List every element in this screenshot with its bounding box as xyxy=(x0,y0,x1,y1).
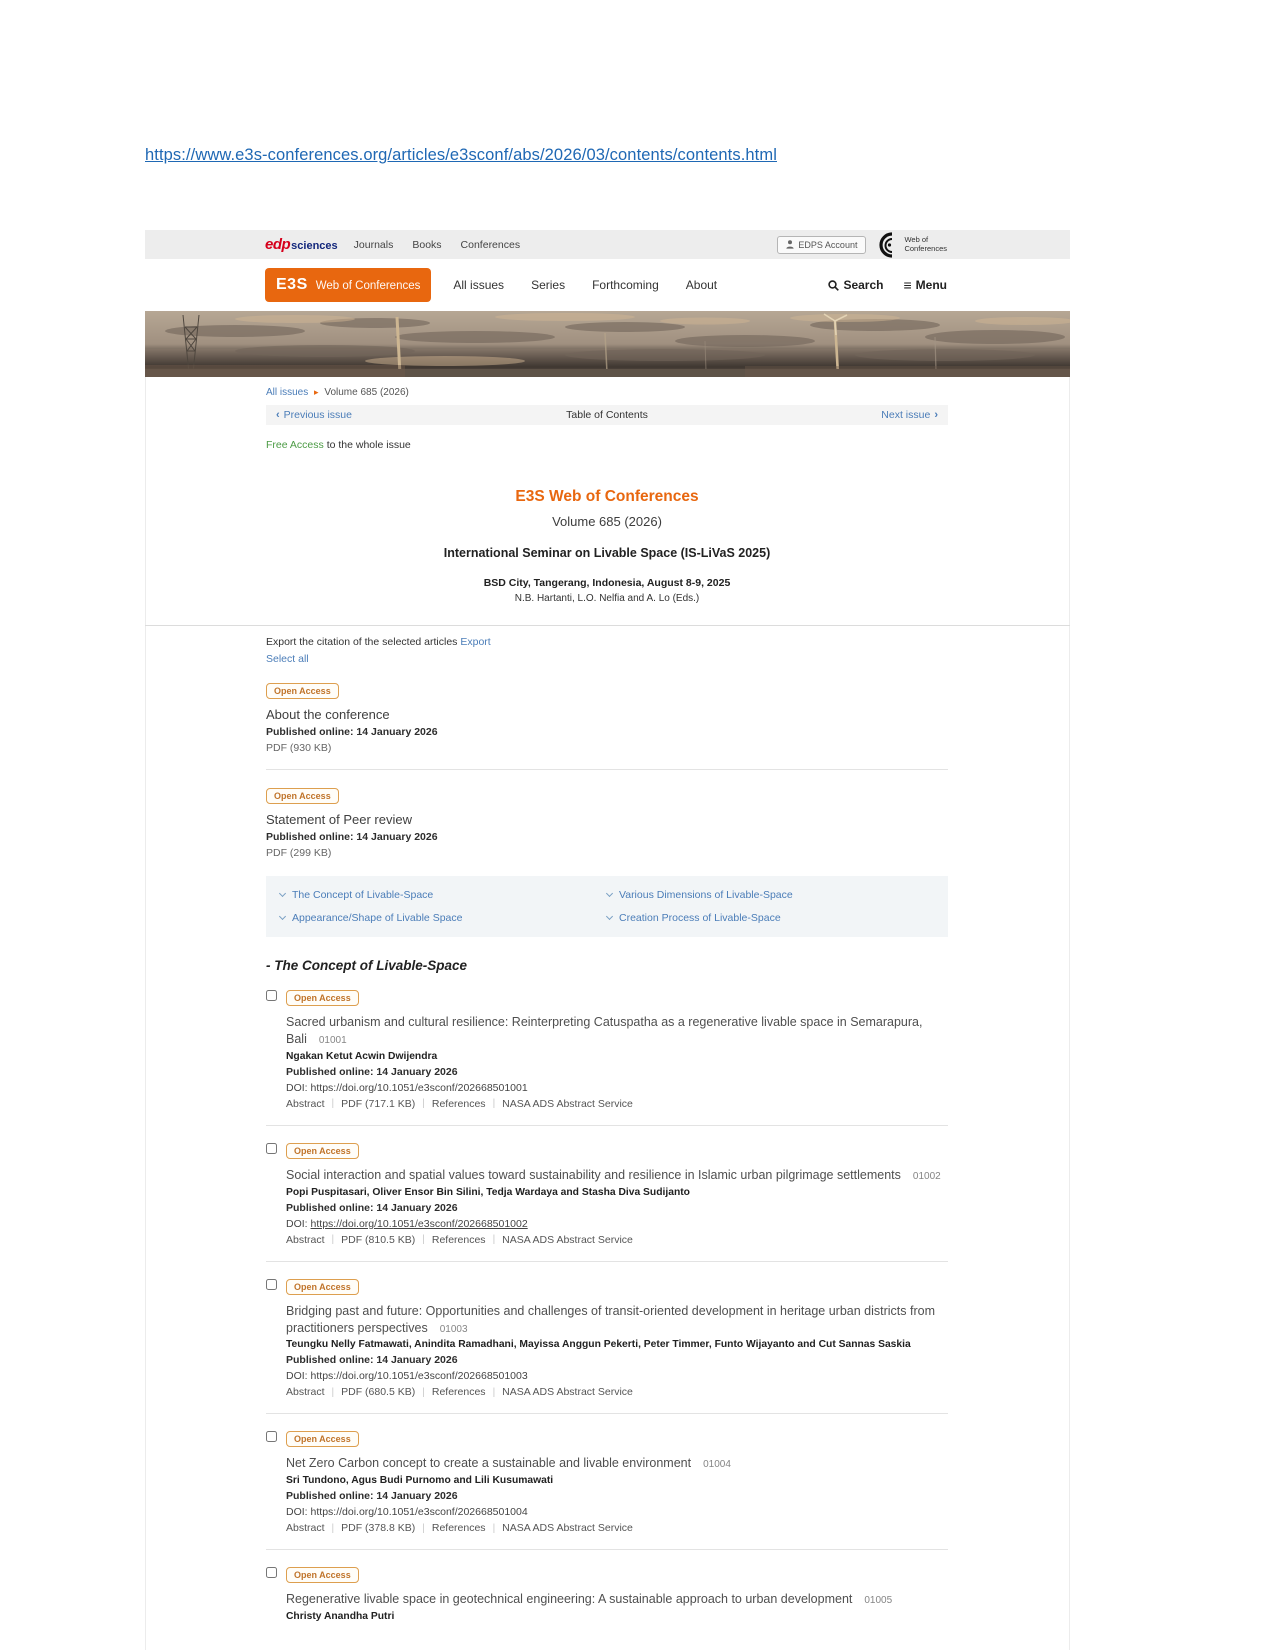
toc-navigation-bar xyxy=(266,405,948,425)
edp-logo-text: edp xyxy=(265,236,291,253)
article-number: 01001 xyxy=(318,1034,347,1046)
article-link-nasa-ads-abstract-service[interactable]: NASA ADS Abstract Service xyxy=(502,1522,633,1535)
menu-button[interactable] xyxy=(903,278,947,292)
article-checkbox[interactable] xyxy=(266,1143,277,1154)
front-matter-list xyxy=(266,681,948,859)
link-separator: | xyxy=(422,1522,425,1534)
article-link-abstract[interactable]: Abstract xyxy=(286,1522,325,1535)
article-link-pdf-kb-[interactable]: PDF (680.5 KB) xyxy=(341,1386,416,1399)
person-icon xyxy=(786,240,794,249)
doi-line: DOI: https://doi.org/10.1051/e3sconf/202668501002 xyxy=(286,1217,528,1230)
article-title[interactable]: Regenerative livable space in geotechnical engineering: A sustainable approach to urban development 01005 xyxy=(286,1592,893,1607)
article-divider xyxy=(266,1125,948,1126)
article-link-nasa-ads-abstract-service[interactable]: NASA ADS Abstract Service xyxy=(502,1233,633,1246)
edp-sciences-logo[interactable] xyxy=(265,236,338,253)
wind-turbines-photo xyxy=(145,311,1070,377)
doi-link[interactable]: https://doi.org/10.1051/e3sconf/202668501001 xyxy=(310,1081,528,1094)
article-checkbox[interactable] xyxy=(266,1567,277,1578)
front-matter-title[interactable]: Statement of Peer review xyxy=(266,812,412,827)
e3s-brand-text: E3S xyxy=(276,276,308,293)
item-divider xyxy=(266,769,948,770)
front-matter-title[interactable]: About the conference xyxy=(266,707,390,722)
top-menu-conferences[interactable]: Conferences xyxy=(460,238,521,251)
open-access-badge: Open Access xyxy=(286,1431,359,1447)
article-link-references[interactable]: References xyxy=(431,1097,486,1110)
issue-header xyxy=(266,488,948,604)
sciences-logo-text: sciences xyxy=(291,240,338,252)
article-row xyxy=(266,1565,948,1622)
front-matter-item xyxy=(266,786,948,859)
article-title[interactable]: Bridging past and future: Opportunities and challenges of transit-oriented development in heritage urban districts from practitioners perspectives 01003 xyxy=(286,1303,935,1335)
hero-banner-image xyxy=(145,311,1070,377)
export-link[interactable]: Export xyxy=(460,636,491,648)
web-of-conferences-logo[interactable] xyxy=(876,232,947,258)
toc-title: Table of Contents xyxy=(566,409,648,421)
article-divider xyxy=(266,1549,948,1550)
doi-line: DOI: https://doi.org/10.1051/e3sconf/202668501003 xyxy=(286,1370,528,1383)
chevron-right-icon: › xyxy=(934,409,938,421)
pdf-link[interactable]: PDF (930 KB) xyxy=(266,742,332,754)
published-online: Published online: 14 January 2026 xyxy=(286,1354,458,1367)
article-link-abstract[interactable]: Abstract xyxy=(286,1233,325,1246)
article-checkbox[interactable] xyxy=(266,1431,277,1442)
next-issue-link[interactable]: Next issue › xyxy=(881,409,938,421)
search-button[interactable] xyxy=(828,278,883,292)
article-authors: Popi Puspitasari, Oliver Ensor Bin Silini, Tedja Wardaya and Stasha Diva Sudijanto xyxy=(286,1186,690,1198)
article-divider xyxy=(266,1261,948,1262)
search-icon xyxy=(828,280,839,291)
article-number: 01004 xyxy=(703,1459,731,1471)
open-access-badge: Open Access xyxy=(286,990,359,1006)
pdf-link[interactable]: PDF (299 KB) xyxy=(266,847,332,859)
page-body xyxy=(145,377,1070,1650)
account-button-label: EDPS Account xyxy=(798,239,858,250)
link-separator: | xyxy=(422,1234,425,1246)
breadcrumb-all-issues[interactable]: All issues xyxy=(266,387,309,398)
link-separator: | xyxy=(422,1386,425,1398)
search-label: Search xyxy=(843,278,884,292)
doi-line: DOI: https://doi.org/10.1051/e3sconf/202668501004 xyxy=(286,1506,528,1519)
nav-item-forthcoming[interactable]: Forthcoming xyxy=(592,278,659,292)
article-link-nasa-ads-abstract-service[interactable]: NASA ADS Abstract Service xyxy=(502,1386,633,1399)
front-matter-item xyxy=(266,681,948,754)
article-link-nasa-ads-abstract-service[interactable]: NASA ADS Abstract Service xyxy=(502,1097,633,1110)
export-citation-row: Export the citation of the selected articles Export xyxy=(266,636,491,648)
article-link-references[interactable]: References xyxy=(431,1386,486,1399)
article-link-references[interactable]: References xyxy=(431,1522,486,1535)
nav-item-series[interactable]: Series xyxy=(531,278,566,292)
article-links-row xyxy=(286,1522,948,1534)
article-authors: Teungku Nelly Fatmawati, Anindita Ramadhani, Mayissa Anggun Pekerti, Peter Timmer, Funto Wijayanto and Cut Sannas Saskia xyxy=(286,1339,911,1351)
link-separator: | xyxy=(331,1522,335,1534)
open-access-badge: Open Access xyxy=(286,1567,359,1583)
link-separator: | xyxy=(422,1098,425,1110)
link-separator: | xyxy=(492,1386,496,1398)
chevron-down-icon xyxy=(606,913,613,920)
doi-link[interactable]: https://doi.org/10.1051/e3sconf/202668501002 xyxy=(310,1217,528,1230)
article-links-row xyxy=(286,1234,948,1246)
chevron-down-icon xyxy=(279,890,286,897)
article-checkbox[interactable] xyxy=(266,990,277,1001)
article-link-pdf-kb-[interactable]: PDF (717.1 KB) xyxy=(341,1097,416,1110)
article-row xyxy=(266,1277,948,1399)
published-online: Published online: 14 January 2026 xyxy=(266,831,438,843)
section-link-various-dimensions-of-livable-space[interactable]: Various Dimensions of Livable-Space xyxy=(607,889,934,901)
chevron-down-icon xyxy=(279,913,286,920)
link-separator: | xyxy=(331,1386,335,1398)
top-menu-journals[interactable]: Journals xyxy=(353,238,394,251)
article-title[interactable]: Sacred urbanism and cultural resilience: Reinterpreting Catuspatha as a regenerative livable space in Semarapura, Bali 01001 xyxy=(286,1015,923,1046)
article-row xyxy=(266,1141,948,1246)
link-separator: | xyxy=(331,1234,335,1246)
article-divider xyxy=(266,1413,948,1414)
main-navbar xyxy=(145,259,1070,311)
top-menu-books[interactable]: Books xyxy=(412,238,442,251)
e3s-brand-logo[interactable] xyxy=(265,268,431,302)
site-screenshot xyxy=(145,230,1070,1650)
free-access-line: Free Access to the whole issue xyxy=(266,439,411,451)
section-heading: - The Concept of Livable-Space xyxy=(266,958,468,973)
article-title[interactable]: Social interaction and spatial values toward sustainability and resilience in Islamic urban pilgrimage settlements 01002 xyxy=(286,1167,941,1182)
article-title[interactable]: Net Zero Carbon concept to create a sustainable and livable environment 01004 xyxy=(286,1456,731,1471)
nav-item-about[interactable]: About xyxy=(685,278,718,292)
article-link-pdf-kb-[interactable]: PDF (810.5 KB) xyxy=(341,1233,416,1246)
web-of-conferences-label: Web of Conferences xyxy=(904,234,947,253)
article-link-abstract[interactable]: Abstract xyxy=(286,1386,325,1399)
open-access-badge: Open Access xyxy=(266,788,339,804)
published-online: Published online: 14 January 2026 xyxy=(286,1490,458,1503)
article-row xyxy=(266,1429,948,1534)
chevron-left-icon: ‹ xyxy=(276,409,280,421)
section-link-creation-process-of-livable-space[interactable]: Creation Process of Livable-Space xyxy=(607,912,934,924)
section-divider xyxy=(145,625,1070,626)
article-row xyxy=(266,988,948,1110)
article-link-abstract[interactable]: Abstract xyxy=(286,1097,325,1110)
section-link-the-concept-of-livable-space[interactable]: The Concept of Livable-Space xyxy=(280,889,607,901)
hamburger-icon: ≡ xyxy=(903,277,912,293)
open-access-badge: Open Access xyxy=(286,1143,359,1159)
breadcrumb-arrow-icon: ▸ xyxy=(314,387,319,397)
previous-issue-link[interactable]: ‹ Previous issue xyxy=(276,409,352,421)
select-all-link[interactable]: Select all xyxy=(266,653,309,665)
top-menu xyxy=(354,239,520,251)
nav-item-all-issues[interactable]: All issues xyxy=(453,278,505,292)
published-online: Published online: 14 January 2026 xyxy=(286,1065,458,1078)
open-access-badge: Open Access xyxy=(266,683,339,699)
breadcrumb-current: Volume 685 (2026) xyxy=(324,387,409,398)
article-links-row xyxy=(286,1386,948,1398)
article-number: 01003 xyxy=(439,1323,468,1335)
link-separator: | xyxy=(492,1234,496,1246)
article-checkbox[interactable] xyxy=(266,1279,277,1290)
article-number: 01002 xyxy=(912,1170,941,1182)
e3s-brand-title: Web of Conferences xyxy=(315,280,421,292)
link-separator: | xyxy=(331,1098,335,1110)
breadcrumb xyxy=(266,377,948,398)
volume-label: Volume 685 (2026) xyxy=(552,514,662,529)
conference-location: BSD City, Tangerang, Indonesia, August 8-9, 2025 xyxy=(483,577,731,589)
conference-title: International Seminar on Livable Space (IS-LiVaS 2025) xyxy=(443,546,771,560)
web-of-conferences-icon xyxy=(876,232,902,258)
published-online: Published online: 14 January 2026 xyxy=(266,726,438,738)
open-access-badge: Open Access xyxy=(286,1279,359,1295)
article-number: 01005 xyxy=(864,1595,893,1607)
article-links-row xyxy=(286,1098,948,1110)
article-link-pdf-kb-[interactable]: PDF (378.8 KB) xyxy=(341,1522,416,1535)
article-authors: Christy Anandha Putri xyxy=(286,1611,395,1623)
link-separator: | xyxy=(492,1098,496,1110)
page-url-link[interactable]: https://www.e3s-conferences.org/articles/e3sconf/abs/2026/03/contents/contents.html xyxy=(145,146,777,164)
chevron-down-icon xyxy=(606,890,613,897)
main-nav xyxy=(453,278,717,292)
edps-account-button[interactable] xyxy=(777,236,866,254)
article-list xyxy=(266,988,948,1622)
section-links-box xyxy=(266,876,948,937)
section-link-appearance-shape-of-livable-space[interactable]: Appearance/Shape of Livable Space xyxy=(280,912,607,924)
journal-title: E3S Web of Conferences xyxy=(515,488,699,505)
doi-line: DOI: https://doi.org/10.1051/e3sconf/202668501001 xyxy=(286,1081,528,1094)
link-separator: | xyxy=(492,1522,496,1534)
article-authors: Sri Tundono, Agus Budi Purnomo and Lili Kusumawati xyxy=(286,1475,554,1487)
doi-link[interactable]: https://doi.org/10.1051/e3sconf/202668501004 xyxy=(310,1506,528,1519)
article-link-references[interactable]: References xyxy=(431,1233,486,1246)
top-header xyxy=(145,230,1070,259)
published-online: Published online: 14 January 2026 xyxy=(286,1201,458,1214)
doi-link[interactable]: https://doi.org/10.1051/e3sconf/202668501003 xyxy=(310,1370,528,1383)
free-access-link[interactable]: Free Access xyxy=(266,439,324,451)
article-authors: Ngakan Ketut Acwin Dwijendra xyxy=(286,1050,438,1062)
menu-label: Menu xyxy=(915,278,947,292)
editors-line: N.B. Hartanti, L.O. Nelfia and A. Lo (Eds.) xyxy=(514,593,700,604)
